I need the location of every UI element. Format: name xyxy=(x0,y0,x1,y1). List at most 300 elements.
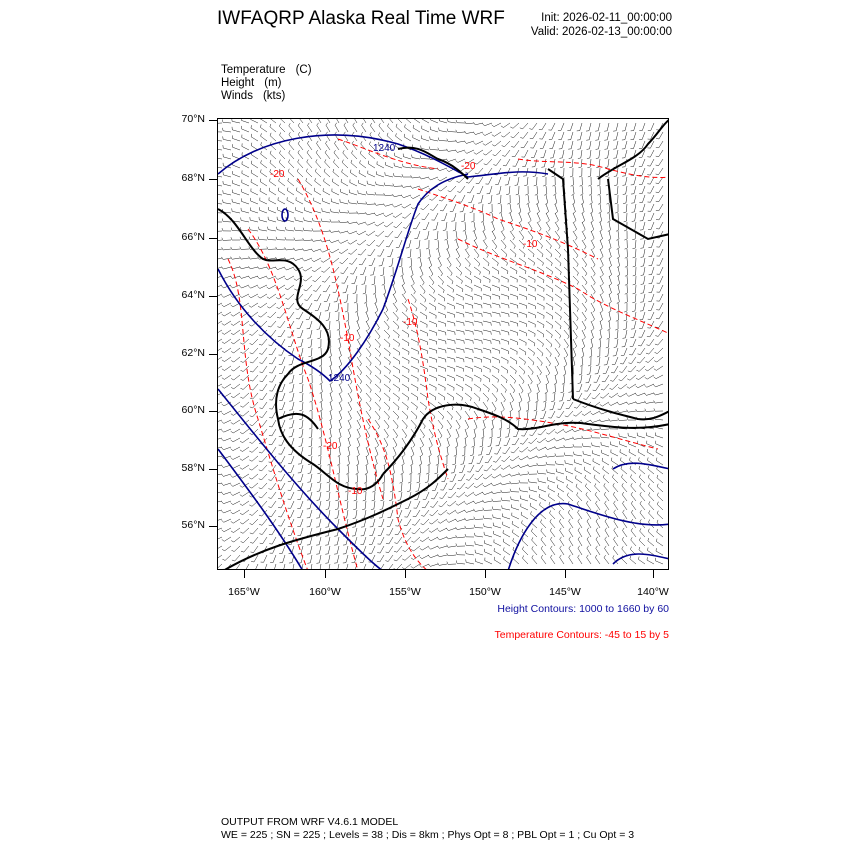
wind-barb xyxy=(308,447,312,456)
wind-barb xyxy=(474,375,481,382)
wind-barb xyxy=(402,384,409,391)
field-temperature xyxy=(221,64,312,77)
wind-barb xyxy=(554,375,557,384)
wind-barb xyxy=(330,249,339,253)
wind-barb xyxy=(455,519,465,521)
wind-barb xyxy=(411,348,418,354)
wind-barb xyxy=(413,222,420,229)
wind-barb xyxy=(591,285,595,294)
wind-barb xyxy=(367,240,375,246)
wind-barb xyxy=(259,339,267,345)
wind-barb xyxy=(456,276,462,284)
wind-barb xyxy=(522,547,528,555)
wind-barb xyxy=(647,441,654,447)
wind-barb xyxy=(528,213,531,222)
wind-barb xyxy=(630,339,636,346)
wind-barb xyxy=(564,357,567,366)
wind-barb xyxy=(558,123,564,130)
wind-barb xyxy=(267,237,276,240)
wind-barb xyxy=(342,276,348,283)
wind-barb xyxy=(357,411,361,420)
wind-barb xyxy=(558,493,564,501)
wind-barb xyxy=(356,312,358,321)
wind-barb xyxy=(501,474,510,477)
wind-barb xyxy=(581,348,583,357)
wind-barb xyxy=(240,402,249,407)
wind-barb xyxy=(593,467,600,474)
wind-barb xyxy=(447,330,455,335)
wind-barb xyxy=(304,207,312,213)
wind-barb xyxy=(443,222,447,231)
wind-barb xyxy=(447,536,456,538)
wind-barb xyxy=(315,303,321,310)
wind-barb xyxy=(604,492,609,501)
wind-barb xyxy=(348,231,357,234)
wind-barb xyxy=(447,553,456,556)
wind-barb xyxy=(296,197,303,204)
wind-barb xyxy=(522,556,528,564)
wind-barb xyxy=(269,348,276,355)
wind-barb xyxy=(537,222,541,231)
wind-barb xyxy=(480,438,483,447)
wind-barb xyxy=(595,483,600,492)
wind-barb xyxy=(614,528,618,537)
wind-barb xyxy=(278,330,285,337)
wind-barb xyxy=(597,348,600,357)
wind-barb xyxy=(615,321,618,330)
wind-barb xyxy=(298,339,303,347)
wind-barb xyxy=(438,519,447,523)
wind-barb xyxy=(231,366,240,371)
wind-barb xyxy=(319,348,322,357)
wind-barb xyxy=(492,258,498,266)
wind-barb xyxy=(555,429,564,433)
wind-barb xyxy=(240,465,249,469)
wind-barb xyxy=(559,519,564,528)
wind-barb xyxy=(411,456,413,465)
wind-barb xyxy=(537,204,539,214)
wind-barb xyxy=(240,510,249,515)
wind-barb xyxy=(452,456,456,465)
wind-barb xyxy=(350,267,357,274)
wind-barb xyxy=(268,501,276,508)
wind-barb xyxy=(609,419,618,422)
wind-barb xyxy=(551,393,555,402)
wind-barb xyxy=(459,465,465,472)
wind-barb xyxy=(607,204,610,213)
wind-barb xyxy=(394,546,402,552)
wind-barb xyxy=(550,402,555,410)
wind-barb xyxy=(384,213,393,217)
wind-barb xyxy=(384,375,390,383)
wind-barb xyxy=(221,483,231,485)
wind-barb xyxy=(267,247,276,250)
wind-barb xyxy=(528,312,535,318)
wind-barb xyxy=(240,447,249,452)
wind-barb xyxy=(467,186,474,193)
wind-barb xyxy=(279,132,285,141)
wind-barb xyxy=(546,462,555,465)
wind-barb xyxy=(558,402,564,409)
wind-barb xyxy=(231,519,240,523)
wind-barb xyxy=(594,375,600,382)
wind-barb xyxy=(587,555,591,564)
wind-barb xyxy=(619,441,627,447)
model-info: OUTPUT FROM WRF V4.6.1 MODEL xyxy=(221,816,399,828)
wind-barb xyxy=(501,285,508,291)
wind-barb xyxy=(532,411,537,419)
wind-barb xyxy=(467,465,474,472)
wind-barb xyxy=(339,249,348,254)
wind-barb xyxy=(511,132,519,138)
wind-barb xyxy=(384,366,390,374)
wind-barb xyxy=(546,330,552,338)
wind-barb xyxy=(231,285,240,288)
wind-barb xyxy=(309,375,312,384)
wind-barb xyxy=(402,330,409,337)
wind-barb xyxy=(492,285,499,291)
wind-barb xyxy=(456,492,465,497)
wind-barb xyxy=(289,384,294,392)
wind-barb xyxy=(307,528,312,536)
wind-barb xyxy=(378,528,384,535)
wind-barb xyxy=(460,456,465,464)
wind-barb xyxy=(623,204,627,213)
wind-barb xyxy=(402,429,407,438)
wind-barb xyxy=(631,186,636,194)
wind-barb xyxy=(639,195,645,203)
wind-barb xyxy=(241,198,249,204)
wind-barb xyxy=(223,200,231,204)
wind-barb xyxy=(231,237,240,240)
valid-time: Valid: 2026-02-13_00:00:00 xyxy=(530,26,672,38)
wind-barb xyxy=(521,150,528,157)
wind-barb xyxy=(357,447,359,457)
wind-barb xyxy=(549,510,555,519)
wind-barb xyxy=(364,294,367,303)
wind-barb xyxy=(639,168,645,175)
wind-barb xyxy=(568,141,573,149)
wind-barb xyxy=(324,169,330,177)
wind-barb xyxy=(493,150,501,156)
wind-barb xyxy=(348,420,351,429)
wind-barb xyxy=(307,141,312,150)
wind-barb xyxy=(613,150,618,158)
wind-barb xyxy=(556,469,564,474)
wind-barb xyxy=(335,501,339,510)
wind-barb xyxy=(633,249,636,258)
wind-barb xyxy=(218,384,222,388)
wind-barb xyxy=(383,285,385,294)
wind-barb xyxy=(596,357,600,366)
wind-barb xyxy=(657,267,663,274)
wind-barb xyxy=(538,429,546,435)
wind-barb xyxy=(622,330,627,338)
wind-barb xyxy=(327,465,330,474)
wind-barb xyxy=(457,483,465,489)
wind-barb xyxy=(269,207,276,213)
wind-barb xyxy=(393,321,399,329)
wind-barb xyxy=(429,321,436,327)
wind-barb xyxy=(447,348,455,353)
wind-barb xyxy=(371,501,375,510)
wind-barb xyxy=(648,520,654,528)
wind-barb xyxy=(306,169,312,177)
wind-barb xyxy=(280,555,285,563)
wind-barb xyxy=(581,195,584,204)
wind-barb xyxy=(465,375,472,381)
wind-barb xyxy=(240,429,249,434)
wind-barb xyxy=(240,294,249,298)
wind-barb xyxy=(339,357,342,366)
wind-barb xyxy=(572,195,574,204)
wind-barb xyxy=(519,357,525,365)
wind-barb xyxy=(573,348,576,357)
wind-barb xyxy=(618,393,627,397)
wind-barb xyxy=(573,258,578,267)
wind-barb xyxy=(404,510,411,517)
wind-barb xyxy=(492,231,496,240)
wind-barb xyxy=(497,429,501,438)
wind-barb xyxy=(518,465,528,468)
wind-barb xyxy=(555,231,560,240)
wind-barb xyxy=(487,186,492,194)
wind-barb xyxy=(512,521,519,528)
wind-barb xyxy=(259,357,267,363)
wind-barb xyxy=(341,179,348,186)
wind-barb xyxy=(240,366,249,372)
wind-barb xyxy=(260,384,267,391)
wind-barb xyxy=(343,150,348,159)
wind-barb xyxy=(596,519,600,528)
wind-barb xyxy=(218,191,222,195)
wind-barb xyxy=(492,303,500,308)
wind-barb xyxy=(622,177,627,185)
wind-barb xyxy=(258,237,267,240)
wind-barb xyxy=(546,276,553,283)
wind-barb xyxy=(648,240,654,248)
wind-barb xyxy=(537,470,546,474)
wind-barb xyxy=(268,217,276,222)
wind-barb xyxy=(613,546,618,555)
wind-barb xyxy=(576,484,582,492)
wind-barb xyxy=(375,411,380,420)
wind-barb xyxy=(641,276,645,284)
wind-barb xyxy=(249,510,258,515)
wind-barb xyxy=(521,141,528,148)
wind-barb xyxy=(346,312,349,321)
wind-barb xyxy=(550,537,555,546)
wind-barb xyxy=(511,141,519,147)
wind-barb xyxy=(316,546,321,554)
wind-barb xyxy=(411,366,418,372)
wind-barb xyxy=(242,143,249,150)
wind-barb xyxy=(580,186,583,195)
wind-barb xyxy=(465,339,473,344)
wind-barb xyxy=(218,129,222,132)
wind-barb xyxy=(223,154,231,159)
wind-barb xyxy=(485,549,492,555)
wind-barb xyxy=(474,231,477,240)
wind-barb xyxy=(384,393,390,401)
wind-barb xyxy=(501,312,509,317)
wind-barb xyxy=(624,303,627,312)
wind-barb xyxy=(393,447,396,456)
wind-barb xyxy=(542,402,546,410)
wind-barb xyxy=(343,564,348,570)
wind-barb xyxy=(600,276,603,285)
wind-barb xyxy=(492,507,501,510)
wind-barb xyxy=(555,438,564,441)
wind-barb xyxy=(632,213,636,221)
wind-barb xyxy=(646,348,654,354)
wind-barb xyxy=(537,294,544,301)
wind-barb xyxy=(527,195,530,204)
wind-barb xyxy=(251,119,258,123)
wind-barb xyxy=(590,204,592,213)
wind-barb xyxy=(528,339,535,346)
wind-barb xyxy=(387,123,393,132)
wind-barb xyxy=(545,384,548,393)
wind-barb xyxy=(275,267,285,270)
wind-barb xyxy=(353,510,357,519)
wind-barb xyxy=(393,194,402,196)
wind-barb xyxy=(360,151,366,159)
wind-barb xyxy=(468,195,474,203)
wind-barb xyxy=(586,132,591,140)
wind-barb xyxy=(356,222,366,224)
wind-barb xyxy=(546,312,553,319)
wind-barb xyxy=(568,510,573,519)
wind-barb xyxy=(394,555,402,561)
wind-barb xyxy=(573,303,578,312)
wind-barb xyxy=(513,159,519,166)
wind-barb xyxy=(456,375,463,381)
wind-barb xyxy=(465,258,470,267)
wind-barb xyxy=(607,330,610,339)
wind-barb xyxy=(624,213,627,222)
wind-barb xyxy=(528,479,537,483)
wind-barb xyxy=(599,213,601,222)
wind-barb xyxy=(261,133,267,141)
wind-barb xyxy=(426,240,429,249)
wind-barb xyxy=(605,150,609,158)
wind-barb xyxy=(354,294,357,303)
wind-barb xyxy=(546,213,549,222)
wind-barb xyxy=(477,186,483,193)
wind-barb xyxy=(600,231,603,241)
wind-barb xyxy=(369,546,375,553)
wind-barb xyxy=(474,249,479,258)
wind-barb xyxy=(429,519,438,524)
wind-barb xyxy=(622,483,627,492)
wind-barb xyxy=(439,119,447,123)
wind-barb xyxy=(584,459,591,465)
wind-barb xyxy=(625,276,628,285)
lat-label: 56°N xyxy=(181,519,205,531)
wind-barb xyxy=(560,555,564,564)
wind-barb xyxy=(510,465,519,469)
wind-barb xyxy=(420,303,426,311)
wind-barb xyxy=(631,159,636,167)
wind-barb xyxy=(218,121,222,124)
wind-barb xyxy=(654,393,663,395)
wind-barb xyxy=(555,330,561,338)
wind-barb xyxy=(358,190,366,195)
wind-barb xyxy=(297,492,303,500)
wind-barb xyxy=(313,285,321,291)
wind-barb xyxy=(645,366,654,371)
wind-barb xyxy=(312,267,321,272)
wind-barb xyxy=(515,177,519,185)
wind-barb xyxy=(595,132,600,140)
wind-barb xyxy=(308,123,312,132)
wind-barb xyxy=(268,321,276,327)
wind-barb xyxy=(537,447,546,450)
wind-barb xyxy=(557,477,564,483)
wind-barb xyxy=(567,123,573,131)
wind-barb xyxy=(541,555,546,564)
wind-barb xyxy=(564,348,568,357)
wind-barb xyxy=(402,564,411,569)
wind-barb xyxy=(613,132,618,140)
wind-barb xyxy=(440,483,447,490)
wind-barb xyxy=(649,276,654,284)
wind-barb xyxy=(384,193,393,196)
wind-barb xyxy=(478,195,483,203)
wind-barb xyxy=(622,339,627,347)
field-unit: (m) xyxy=(264,77,282,89)
wind-barb xyxy=(494,531,501,537)
wind-barb xyxy=(447,510,456,514)
wind-barb xyxy=(429,528,438,532)
wind-barb xyxy=(456,140,465,143)
wind-barb xyxy=(620,357,627,364)
wind-barb xyxy=(350,170,357,177)
wind-barb xyxy=(307,555,312,563)
wind-barb xyxy=(222,348,231,353)
wind-barb xyxy=(640,240,645,248)
wind-barb xyxy=(441,213,447,221)
wind-barb xyxy=(464,510,474,512)
wind-barb xyxy=(622,141,627,149)
wind-barb xyxy=(437,546,447,548)
wind-barb xyxy=(240,528,249,533)
wind-barb xyxy=(308,465,312,473)
wind-barb xyxy=(307,119,312,123)
wind-barb xyxy=(465,366,473,372)
wind-barb xyxy=(308,564,312,570)
wind-barb xyxy=(402,357,409,364)
wind-barb xyxy=(618,410,627,412)
wind-barb xyxy=(447,384,454,391)
field-unit: (kts) xyxy=(262,90,286,102)
wind-barb xyxy=(610,375,618,381)
wind-barb xyxy=(447,501,456,506)
lat-tick xyxy=(209,120,217,121)
wind-barb xyxy=(582,240,586,249)
wind-barb xyxy=(218,491,222,494)
wind-barb xyxy=(393,438,397,447)
wind-barb xyxy=(317,564,321,570)
wind-barb xyxy=(638,557,645,564)
wind-barb xyxy=(656,141,663,148)
wind-barb xyxy=(222,238,231,241)
wind-barb xyxy=(393,285,396,294)
wind-barb xyxy=(604,132,609,140)
wind-barb xyxy=(393,294,397,303)
wind-barb xyxy=(304,285,312,291)
